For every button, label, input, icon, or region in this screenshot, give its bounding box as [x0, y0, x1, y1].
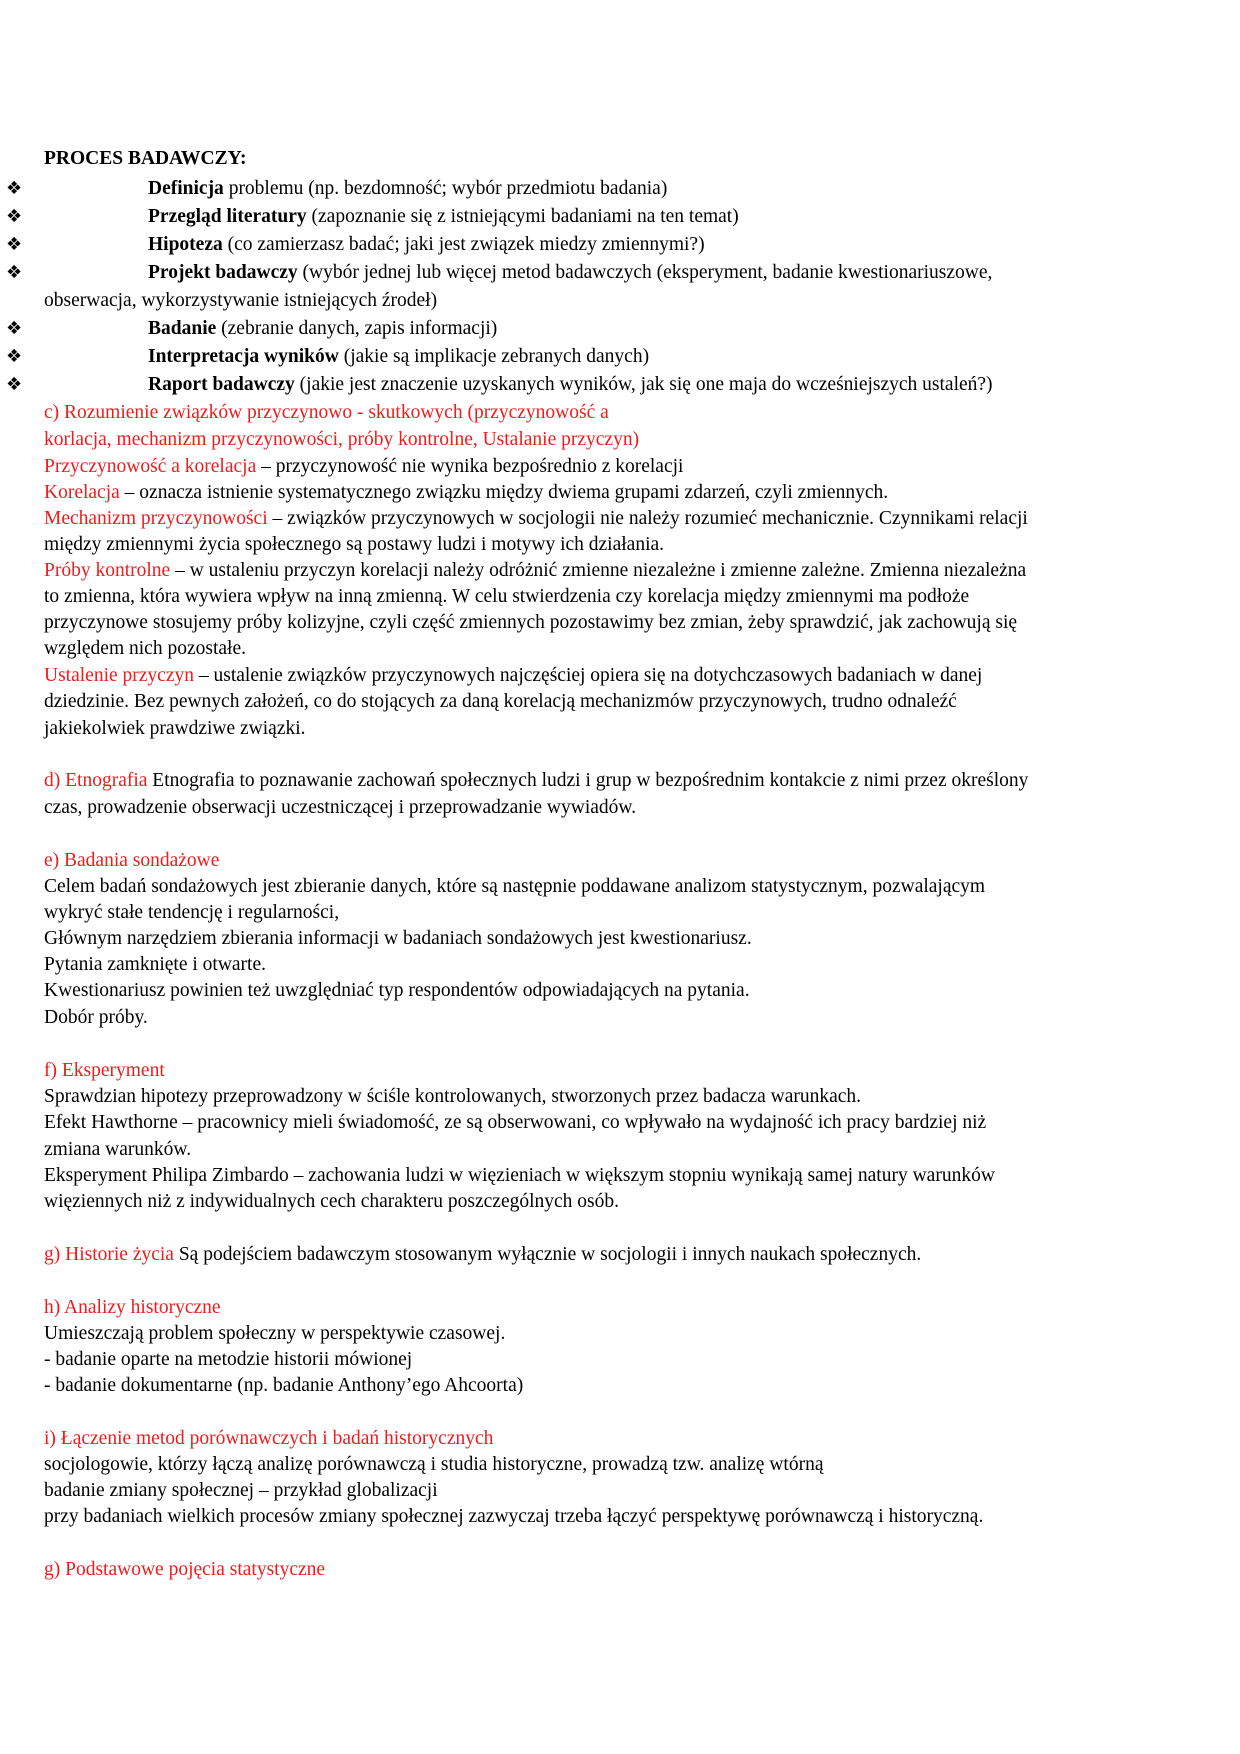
section-d-cont: czas, prowadzenie obserwacji uczestniczącej i przeprowadzanie wywiadów. [44, 797, 637, 818]
section-f-line: więziennych niż z indywidualnych cech charakteru poszczególnych osób. [44, 1191, 620, 1212]
paragraph-korelacja: Korelacja – oznacza istnienie systematycznego związku między dwiema grupami zdarzeń, czyli zmiennych. [44, 482, 889, 503]
page-title: PROCES BADAWCZY: [44, 148, 247, 169]
diamond-bullet-icon: ❖ [6, 374, 23, 395]
section-g-historie: g) Historie życia Są podejściem badawczym stosowanym wyłącznie w socjologii i innych naukach społecznych. [44, 1244, 922, 1265]
section-i-line: badanie zmiany społecznej – przykład globalizacji [44, 1480, 438, 1501]
section-h-line: - badanie oparte na metodzie historii mówionej [44, 1349, 413, 1370]
step-przeglad-literatury: Przegląd literatury (zapoznanie się z istniejącymi badaniami na ten temat) [148, 206, 739, 227]
paragraph-proby-cont: to zmienna, która wywiera wpływ na inną zmienną. W celu stwierdzenia czy korelacja między zmiennymi ma podłoże [44, 586, 970, 607]
paragraph-ustalenie-cont: jakiekolwiek prawdziwe związki. [44, 718, 306, 739]
step-raport: Raport badawczy (jakie jest znaczenie uzyskanych wyników, jak się one maja do wcześniejszych ustaleń?) [148, 374, 993, 395]
section-f-line: zmiana warunków. [44, 1139, 192, 1160]
section-e-line: Głównym narzędziem zbierania informacji w badaniach sondażowych jest kwestionariusz. [44, 928, 752, 949]
paragraph-proby-cont: przyczynowe stosujemy próby kolizyjne, czyli część zmiennych pozostawimy bez zmian, żeby sprawdzić, jak zachowują się [44, 612, 1018, 633]
diamond-bullet-icon: ❖ [6, 262, 23, 283]
section-d: d) Etnografia Etnografia to poznawanie zachowań społecznych ludzi i grup w bezpośrednim kontakcie z nimi przez określony [44, 770, 1029, 791]
paragraph-proby-cont: względem nich pozostałe. [44, 638, 246, 659]
paragraph-mechanizm-cont: między zmiennymi życia społecznego są postawy ludzi i motywy ich działania. [44, 534, 665, 555]
section-h-line: Umieszczają problem społeczny w perspektywie czasowej. [44, 1323, 506, 1344]
section-i-heading: i) Łączenie metod porównawczych i badań historycznych [44, 1428, 494, 1449]
paragraph-proby: Próby kontrolne – w ustaleniu przyczyn korelacji należy odróżnić zmienne niezależne i zmienne zależne. Zmienna niezależna [44, 560, 1027, 581]
section-e-line: wykryć stałe tendencję i regularności, [44, 902, 340, 923]
section-f-line: Sprawdzian hipotezy przeprowadzony w ściśle kontrolowanych, stworzonych przez badacza warunkach. [44, 1086, 862, 1107]
section-c-heading-cont: korlacja, mechanizm przyczynowości, próby kontrolne, Ustalanie przyczyn) [44, 429, 640, 450]
paragraph-mechanizm: Mechanizm przyczynowości – związków przyczynowych w socjologii nie należy rozumieć mechanicznie. Czynnikami relacji [44, 508, 1028, 529]
diamond-bullet-icon: ❖ [6, 346, 23, 367]
step-badanie: Badanie (zebranie danych, zapis informacji) [148, 318, 498, 339]
section-c-heading: c) Rozumienie związków przyczynowo - skutkowych (przyczynowość a [44, 402, 609, 423]
step-projekt-badawczy: Projekt badawczy (wybór jednej lub więcej metod badawczych (eksperyment, badanie kwestionariuszowe, [148, 262, 993, 283]
section-i-line: przy badaniach wielkich procesów zmiany społecznej zazwyczaj trzeba łączyć perspektywę porównawczą i historyczną. [44, 1506, 984, 1527]
section-e-line: Pytania zamknięte i otwarte. [44, 954, 267, 975]
section-h-line: - badanie dokumentarne (np. badanie Anthony’ego Ahcoorta) [44, 1375, 524, 1396]
paragraph-ustalenie: Ustalenie przyczyn – ustalenie związków przyczynowych najczęściej opiera się na dotychczasowych badaniach w danej [44, 665, 983, 686]
section-e-line: Kwestionariusz powinien też uwzględniać typ respondentów odpowiadających na pytania. [44, 980, 750, 1001]
step-interpretacja: Interpretacja wyników (jakie są implikacje zebranych danych) [148, 346, 650, 367]
section-f-line: Efekt Hawthorne – pracownicy mieli świadomość, ze są obserwowani, co wpływało na wydajność ich pracy bardziej niż [44, 1112, 987, 1133]
paragraph-ustalenie-cont: dziedzinie. Bez pewnych założeń, co do stojących za daną korelacją mechanizmów przyczynowych, trudno odnaleźć [44, 691, 957, 712]
section-e-line: Celem badań sondażowych jest zbieranie danych, które są następnie poddawane analizom statystycznym, pozwalającym [44, 876, 986, 897]
diamond-bullet-icon: ❖ [6, 206, 23, 227]
section-i-line: socjologowie, którzy łączą analizę porównawczą i studia historyczne, prowadzą tzw. analizę wtórną [44, 1454, 824, 1475]
section-e-line: Dobór próby. [44, 1007, 148, 1028]
section-f-heading: f) Eksperyment [44, 1060, 165, 1081]
section-g-statystyka-heading: g) Podstawowe pojęcia statystyczne [44, 1559, 326, 1580]
diamond-bullet-icon: ❖ [6, 234, 23, 255]
diamond-bullet-icon: ❖ [6, 178, 23, 199]
step-hipoteza: Hipoteza (co zamierzasz badać; jaki jest związek miedzy zmiennymi?) [148, 234, 705, 255]
section-h-heading: h) Analizy historyczne [44, 1297, 221, 1318]
diamond-bullet-icon: ❖ [6, 318, 23, 339]
section-f-line: Eksperyment Philipa Zimbardo – zachowania ludzi w więzieniach w większym stopniu wynikają samej natury warunków [44, 1165, 995, 1186]
section-e-heading: e) Badania sondażowe [44, 850, 220, 871]
step-projekt-badawczy-cont: obserwacja, wykorzystywanie istniejących źrodeł) [44, 290, 438, 311]
step-definicja: Definicja problemu (np. bezdomność; wybór przedmiotu badania) [148, 178, 668, 199]
paragraph-przyczynowosc: Przyczynowość a korelacja – przyczynowość nie wynika bezpośrednio z korelacji [44, 456, 684, 477]
